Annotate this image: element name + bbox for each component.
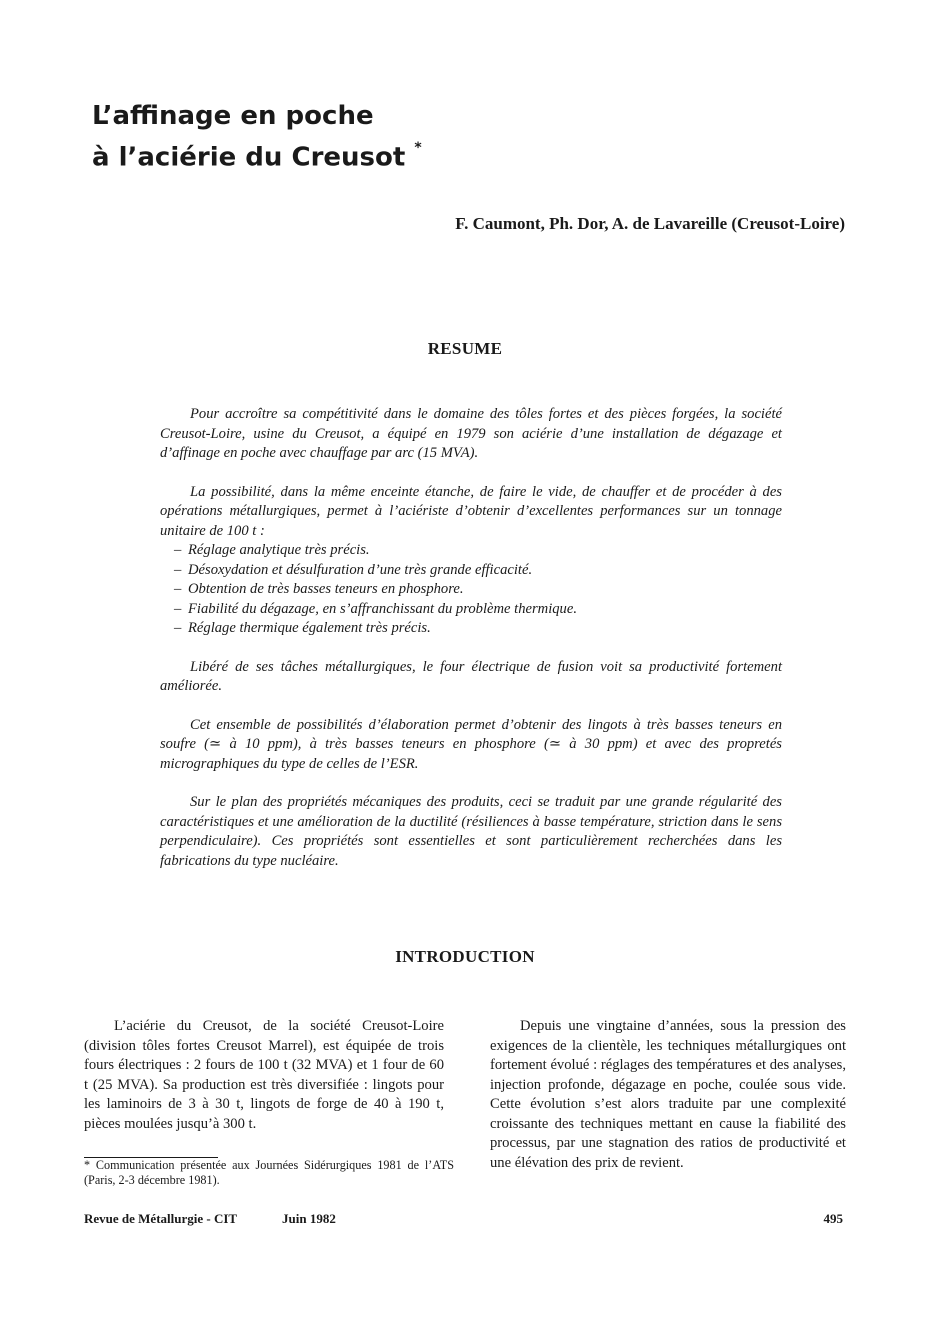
abstract-list	[160, 541, 782, 639]
title-line-2-text: à l’aciérie du Creusot	[92, 142, 406, 173]
list-item: – Réglage thermique également très précis.	[160, 619, 782, 639]
list-item: – Obtention de très basses teneurs en phosphore.	[160, 580, 782, 600]
resume-heading: RESUME	[427, 339, 503, 358]
abstract-paragraph: Libéré de ses tâches métallurgiques, le four électrique de fusion voit sa productivité fortement améliorée.	[160, 658, 782, 694]
abstract-paragraph: La possibilité, dans la même enceinte étanche, de faire le vide, de chauffer et de procéder à des opérations métallurgiques, permet à l’aciériste d’obtenir d’excellentes performances sur un tonnage unitaire de 100 t :	[160, 483, 782, 539]
abstract-paragraph: Cet ensemble de possibilités d’élaboration permet d’obtenir des lingots à très basses teneurs en soufre (≃ à 10 ppm), à très basses teneurs en phosphore (≃ à 30 ppm) et avec des propretés micrographiques du type de celles de l’ESR.	[160, 716, 782, 772]
body-paragraph: L’aciérie du Creusot, de la société Creusot-Loire (division tôles fortes Creusot Marrel), est équipée de trois fours électriques : 2 fours de 100 t (32 MVA) et 1 four de 60 t (25 MVA). Sa production est très diversifiée : lingots pour les laminoirs de 3 à 30 t, lingots de forge de 40 à 190 t, pièces moulées jusqu’à 300 t.	[84, 1018, 444, 1132]
title-line-1: L’affinage en poche	[92, 101, 374, 131]
authors: F. Caumont, Ph. Dor, A. de Lavareille (Creusot-Loire)	[455, 214, 845, 233]
footnote-marker: *	[414, 140, 422, 156]
list-item: – Désoxydation et désulfuration d’une très grande efficacité.	[160, 561, 782, 581]
body-paragraph: Depuis une vingtaine d’années, sous la pression des exigences de la clientèle, les techniques métallurgiques ont fortement évolué : réglages des températures et des analyses, injection profonde, dégazage en poche, coulée sous vide. Cette évolution s’est alors traduite par une complexité croissante des techniques mettant en cause la fiabilité des processus, par une stagnation des ratios de productivité et une élévation des prix de revient.	[490, 1018, 846, 1171]
page-number: 495	[823, 1211, 843, 1226]
title-line-2	[92, 134, 422, 176]
footer-journal: Revue de Métallurgie - CIT	[84, 1211, 238, 1226]
list-item: – Réglage analytique très précis.	[160, 541, 782, 561]
introduction-left-column	[84, 1017, 444, 1134]
abstract	[160, 405, 782, 890]
footnote: * Communication présentée aux Journées Sidérurgiques 1981 de l’ATS (Paris, 2-3 décembre 1981).	[84, 1158, 454, 1187]
introduction-right-column	[490, 1017, 846, 1173]
footer-date: Juin 1982	[282, 1211, 336, 1226]
abstract-paragraph: Sur le plan des propriétés mécaniques des produits, ceci se traduit par une grande régularité des caractéristiques et une amélioration de la ductilité (résiliences à basse température, striction dans le sens perpendiculaire). Ces propriétés sont essentielles et sont particulièrement recherchées dans les fabrications du type nucléaire.	[160, 794, 782, 869]
list-item: – Fiabilité du dégazage, en s’affranchissant du problème thermique.	[160, 600, 782, 620]
introduction-heading: INTRODUCTION	[395, 947, 535, 966]
article-title	[92, 98, 422, 176]
abstract-paragraph: Pour accroître sa compétitivité dans le domaine des tôles fortes et des pièces forgées, la société Creusot-Loire, usine du Creusot, a équipé en 1979 son aciérie d’une installation de dégazage et d’affinage en poche avec chauffage par arc (15 MVA).	[160, 406, 782, 461]
